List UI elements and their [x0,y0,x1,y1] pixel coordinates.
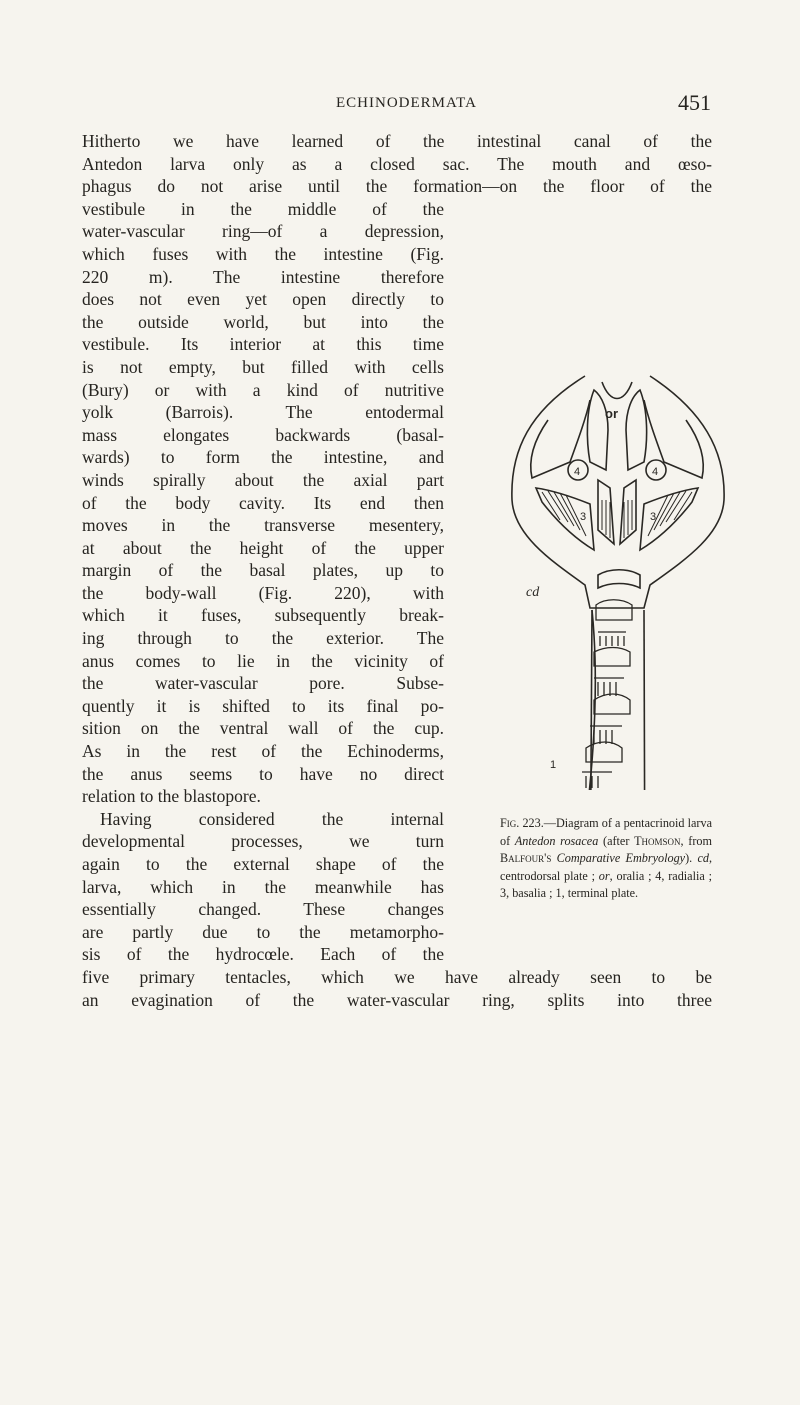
label-oralia: or [605,406,618,421]
text-line: again to the external shape of the [82,854,444,874]
caption-dash: — [543,816,556,830]
text-line: ing through to the exterior. The [82,628,444,649]
label-terminal: 1 [550,759,557,771]
text-line: essentially changed. These changes [82,899,444,920]
text-line: sition on the ventral wall of the cup. [82,718,444,739]
text-line: margin of the basal plates, up to [82,560,444,581]
caption-author: Balfour's [500,851,552,865]
label-radialia-left: 4 [574,466,581,478]
text-line: vestibule in the middle of the [82,198,444,219]
text-line: at about the height of the upper [82,537,444,558]
caption-text: , from [680,833,712,848]
caption-text: (after [598,833,635,848]
text-line: anus comes to lie in the vicinity of [82,650,444,671]
text-line: Having considered the internal [100,808,444,829]
text-line: larva, which in the meanwhile has [82,876,444,897]
larva-diagram [490,370,740,800]
text-line: Antedon larva only as a closed sac. The mouth and œso- [82,153,712,174]
text-line: Hitherto we have learned of the intestinal canal of the [82,131,712,151]
label-radialia-right: 4 [652,466,659,478]
text-line: quently it is shifted to its final po- [82,695,444,716]
text-line: vestibule. Its interior at this time [82,334,444,355]
text-line: the body-wall (Fig. 220), with [82,582,444,603]
larva-diagram-svg [490,370,740,790]
caption-author: Thomson [634,833,681,848]
text-line: mass elongates backwards (basal- [82,424,444,445]
text-line: does not even yet open directly to [82,289,444,310]
label-basalia-right: 3 [650,511,657,523]
text-line: water-vascular ring—of a depression, [82,221,444,242]
page-number: 451 [678,90,711,115]
page-header [0,90,800,135]
text-line: (Bury) or with a kind of nutritive [82,379,444,400]
caption-text: , centrodorsal plate ; [500,851,713,883]
text-line: of the body cavity. Its end then [82,492,444,513]
text-line: 220 m). The intestine therefore [82,266,444,287]
label-basalia-left: 3 [580,511,587,523]
text-line: five primary tentacles, which we have already seen to be [82,966,712,987]
caption-text: , oralia ; 4, radialia ; 3, basalia ; 1, terminal plate. [500,868,712,900]
text-line: the water-vascular pore. Subse- [82,673,444,694]
caption-fig-label: Fig. 223. [500,816,544,830]
caption-book-title: Comparative Embryology [556,851,686,865]
text-line: As in the rest of the Echinoderms, [82,741,444,762]
text-line: the outside world, but into the [82,311,444,332]
text-line: yolk (Barrois). The entodermal [82,402,444,423]
text-line: wards) to form the intestine, and [82,447,444,468]
text-line: sis of the hydrocœle. Each of the [82,944,444,965]
caption-species: Antedon rosacea [514,833,599,848]
caption-text: Diagram of a pentacrinoid larva of [500,816,712,848]
text-line: which it fuses, subsequently break- [82,605,444,626]
caption-text: ). [685,851,698,865]
text-line: is not empty, but filled with cells [82,356,444,377]
label-centrodorsal: cd [526,585,540,600]
text-line: phagus do not arise until the formation—on the floor of the [82,176,712,197]
text-line: the anus seems to have no direct [82,763,444,784]
running-title: ECHINODERMATA [336,95,477,111]
text-line: developmental processes, we turn [82,831,444,852]
text-line: which fuses with the intestine (Fig. [82,243,444,264]
text-line: an evagination of the water-vascular ring, splits into three [82,989,712,1010]
text-line: are partly due to the metamorpho- [82,921,444,942]
figure-caption [500,815,712,903]
text-line: winds spirally about the axial part [82,469,444,490]
text-line: relation to the blastopore. [82,786,261,807]
text-line: moves in the transverse mesentery, [82,515,444,536]
caption-abbr: cd [697,851,709,865]
caption-abbr: or [598,868,610,883]
